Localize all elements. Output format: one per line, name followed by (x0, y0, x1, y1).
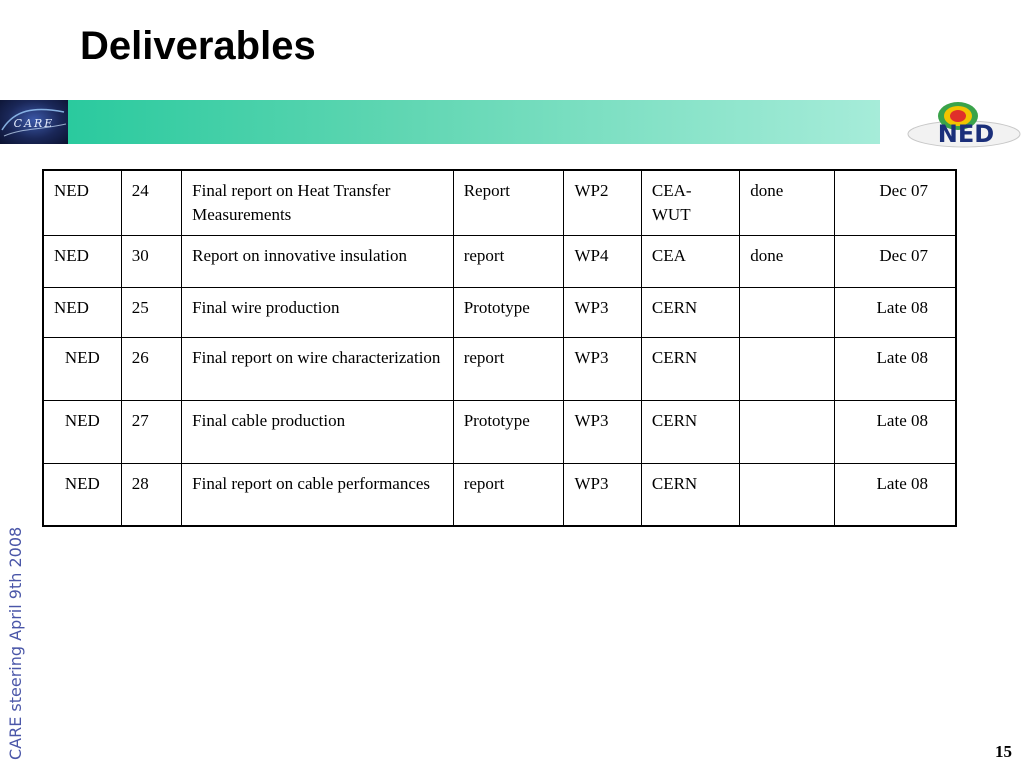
cell-title: Final report on Heat Transfer Measurements (182, 170, 454, 236)
table-row (43, 338, 956, 401)
cell-responsible: CERN (641, 401, 739, 464)
cell-status (740, 338, 834, 401)
table-row (43, 288, 956, 338)
cell-type: Report (453, 170, 564, 236)
cell-workpackage: WP2 (564, 170, 641, 236)
cell-lab: NED (43, 338, 121, 401)
cell-title: Final report on wire characterization (182, 338, 454, 401)
cell-workpackage: WP3 (564, 288, 641, 338)
cell-status (740, 401, 834, 464)
cell-number: 26 (121, 338, 181, 401)
cell-number: 24 (121, 170, 181, 236)
cell-title: Final report on cable performances (182, 464, 454, 526)
cell-number: 28 (121, 464, 181, 526)
cell-lab: NED (43, 401, 121, 464)
table-row (43, 401, 956, 464)
ned-logo (904, 96, 1024, 152)
cell-number: 25 (121, 288, 181, 338)
cell-status (740, 288, 834, 338)
cell-lab: NED (43, 288, 121, 338)
cell-date: Dec 07 (834, 170, 956, 236)
svg-text:CARE: CARE (13, 117, 55, 130)
cell-title: Final cable production (182, 401, 454, 464)
cell-title: Final wire production (182, 288, 454, 338)
cell-lab: NED (43, 464, 121, 526)
footer-side-note: CARE steering April 9th 2008 (6, 526, 25, 760)
cell-lab: NED (43, 170, 121, 236)
cell-type: report (453, 464, 564, 526)
care-logo (0, 100, 68, 144)
cell-workpackage: WP4 (564, 236, 641, 288)
cell-status (740, 464, 834, 526)
table-row (43, 236, 956, 288)
cell-title: Report on innovative insulation (182, 236, 454, 288)
cell-type: Prototype (453, 288, 564, 338)
cell-type: Prototype (453, 401, 564, 464)
cell-responsible: CERN (641, 464, 739, 526)
cell-date: Dec 07 (834, 236, 956, 288)
page-number: 15 (995, 742, 1012, 761)
cell-date: Late 08 (834, 338, 956, 401)
cell-type: report (453, 236, 564, 288)
cell-date: Late 08 (834, 464, 956, 526)
cell-workpackage: WP3 (564, 401, 641, 464)
cell-responsible: CEA (641, 236, 739, 288)
svg-text:NED: NED (937, 120, 995, 148)
cell-type: report (453, 338, 564, 401)
cell-responsible: CEA-WUT (641, 170, 739, 236)
slide-title: Deliverables (80, 24, 316, 68)
cell-date: Late 08 (834, 288, 956, 338)
cell-workpackage: WP3 (564, 464, 641, 526)
cell-status: done (740, 236, 834, 288)
deliverables-table (42, 169, 957, 527)
table-row (43, 170, 956, 236)
cell-lab: NED (43, 236, 121, 288)
cell-status: done (740, 170, 834, 236)
cell-workpackage: WP3 (564, 338, 641, 401)
cell-responsible: CERN (641, 288, 739, 338)
header-banner (0, 100, 880, 144)
cell-number: 30 (121, 236, 181, 288)
cell-number: 27 (121, 401, 181, 464)
table-row (43, 464, 956, 526)
cell-responsible: CERN (641, 338, 739, 401)
cell-date: Late 08 (834, 401, 956, 464)
